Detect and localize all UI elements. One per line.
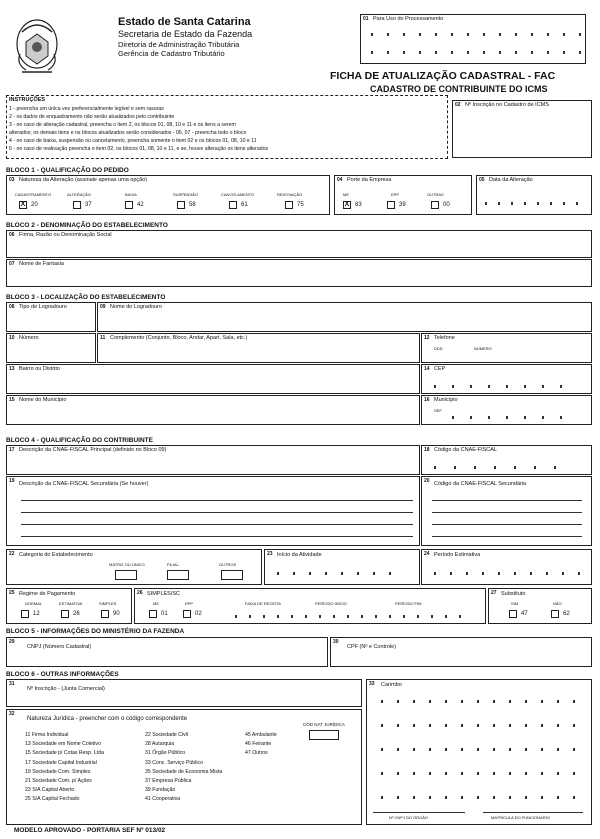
block-2-title: BLOCO 2 - DENOMINAÇÃO DO ESTABELECIMENTO xyxy=(6,222,168,229)
coat-of-arms xyxy=(12,14,62,76)
size-option-outras[interactable] xyxy=(431,201,439,209)
simples-me-box[interactable] xyxy=(149,610,157,618)
directorate-name: Diretoria de Administração Tributária xyxy=(118,40,240,49)
instructions-box xyxy=(6,95,448,159)
legal-nature-options: 11 Firma Individual 22 Sociedade Civil 45 Ambulante 13 Sociedade em Nome Coletivo 28 Autarquia 46 Feirante 15 Sociedade p/ Cotas Resp. Ltda 31 Órgão Público 47 Outros 17 Sociedade Capital Industrial 33 Conc. Serviço Público 19 Sociedade Com. Simples 35 Sociedade de Economia Mista 21 Sociedade Com. p/ Ações 37 Empresa Pública 23 S/A Capital Aberto 39 Fundação 25 S/A Capital Fechado 41 Cooperativa xyxy=(25,732,277,803)
form-subtitle: CADASTRO DE CONTRIBUINTE DO ICMS xyxy=(370,84,548,94)
field-26-simples-sc: 26 SIMPLES/SC ME EPP 01 02 FAIXA DE RECEITA PERÍODO INÍCIO PERÍODO FIM xyxy=(134,588,486,624)
field-17-cnae-description[interactable]: 17 Descrição da CNAE-FISCAL Principal (definido no Bloco 09) xyxy=(6,445,420,475)
field-10-number[interactable]: 10 Número xyxy=(6,333,96,363)
field-14-zip[interactable]: 14 CEP xyxy=(421,364,592,394)
regime-estimate-box[interactable] xyxy=(61,610,69,618)
state-name: Estado de Santa Catarina xyxy=(118,16,251,28)
simples-digit-grid xyxy=(235,615,461,618)
field-01-processing[interactable]: 01 Para Uso do Processamento xyxy=(360,14,586,64)
field-20-secondary-cnae-code[interactable]: 20 Código da CNAE-FISCAL Secundária xyxy=(421,476,592,546)
substitute-no-box[interactable] xyxy=(551,610,559,618)
instruction-line-4: alterados; os demais itens e os blocos atualizados serão considerados - 06, 07 - preencha todo o bloco xyxy=(9,130,247,136)
field-02-ie-number[interactable]: 02 Nº Inscrição no Cadastro de ICMS xyxy=(452,100,592,158)
field-23-activity-start[interactable]: 23 Início da Atividade xyxy=(264,549,420,585)
field-32-legal-nature: 32 Natureza Jurídica - preencher com o código correspondente CÓD NAT JURÍDICA 11 Firma Individual 22 Sociedade Civil 45 Ambulante 13 Sociedade em Nome Coletivo 28 Autarquia 46 Feirante 15 Sociedade p/ Cotas Resp. Ltda 31 Órgão Público 47 Outros 17 Sociedade Capital Industrial 33 Conc. Serviço Público 19 Sociedade Com. Simples 35 Sociedade de Economia Mista 21 Sociedade Com. p/ Ações 37 Empresa Pública 23 S/A Capital Aberto 39 Fundação 25 S/A Capital Fechado 41 Cooperativa xyxy=(6,709,362,825)
legal-nature-code-label: CÓD NAT JURÍDICA xyxy=(303,722,345,727)
field-05-change-date[interactable]: 05 Data da Alteração xyxy=(476,175,592,215)
start-digit-grid xyxy=(277,572,391,575)
instruction-line-1: 1 - preencha um única vez preferencialmente legível e sem rasuras xyxy=(9,106,164,112)
field-09-street-name[interactable]: 09 Nome do Logradouro xyxy=(97,302,592,332)
field-24-estimate-period[interactable]: 24 Período Estimativa xyxy=(421,549,592,585)
substitute-yes-box[interactable] xyxy=(509,610,517,618)
block-3-title: BLOCO 3 - LOCALIZAÇÃO DO ESTABELECIMENTO xyxy=(6,294,166,301)
field-12-phone[interactable]: 12 Telefone DDD NÚMERO xyxy=(421,333,592,363)
field-22-category: 22 Categoria do Estabelecimento MATRIZ OU ÚNICO FILIAL OUTROS xyxy=(6,549,262,585)
cnae-digit-grid xyxy=(434,466,556,469)
stamp-dot-grid-4 xyxy=(381,772,575,775)
processing-digit-grid xyxy=(371,33,581,36)
field-30-cpf[interactable]: 30 CPF (Nº e Controle) xyxy=(330,637,592,667)
field-18-cnae-code[interactable]: 18 Código da CNAE-FISCAL xyxy=(421,445,592,475)
nature-option-cadastramento[interactable]: X xyxy=(20,201,26,208)
block-4-title: BLOCO 4 - QUALIFICAÇÃO DO CONTRIBUINTE xyxy=(6,437,153,444)
zip-digit-grid xyxy=(434,385,562,388)
field-16-city-code[interactable]: 16 Município SEF xyxy=(421,395,592,425)
stamp-dot-grid-2 xyxy=(381,724,575,727)
instruction-line-2: 2 - os dados de enquadramento não serão atualizados pelo contribuinte xyxy=(9,114,175,120)
regime-normal-box[interactable] xyxy=(21,610,29,618)
management-name: Gerência de Cadastro Tributário xyxy=(118,49,225,58)
city-digit-grid xyxy=(452,416,562,419)
approval-footer: MODELO APROVADO - PORTARIA SEF Nº 013/02 xyxy=(14,827,166,834)
instruction-line-3: 3 - no caso de alteração cadastral, preencha o item 2, os blocos 01, 08, 10 e 11 e os itens a serem xyxy=(9,122,236,128)
field-33-stamp[interactable]: 33 Carimbo Nº CNPJ DO ÓRGÃO MATRÍCULA DO FUNCIONÁRIO xyxy=(366,679,592,825)
nature-option-reativacao[interactable] xyxy=(285,201,293,209)
nature-option-cancelamento[interactable] xyxy=(229,201,237,209)
field-07-trade-name[interactable]: 07 Nome de Fantasia xyxy=(6,259,592,287)
field-06-company-name[interactable]: 06 Firma, Razão ou Denominação Social xyxy=(6,230,592,258)
secretariat-name: Secretaria de Estado da Fazenda xyxy=(118,29,253,39)
field-19-secondary-cnae-description[interactable]: 19 Descrição da CNAE-FISCAL Secundária (Se houver) xyxy=(6,476,420,546)
instructions-title: INSTRUÇÕES xyxy=(9,97,46,103)
nature-option-alteracao[interactable] xyxy=(73,201,81,209)
block-1-title: BLOCO 1 - QUALIFICAÇÃO DO PEDIDO xyxy=(6,167,129,174)
instruction-line-6: 5 - no caso de reativação preencha o item 02, os blocos 01, 08, 10 e 11, e se, houve alteração os itens alterados xyxy=(9,146,269,152)
form-title: FICHA DE ATUALIZAÇÃO CADASTRAL - FAC xyxy=(330,70,556,82)
field-08-street-type[interactable]: 08 Tipo de Logradouro xyxy=(6,302,96,332)
simples-epp-box[interactable] xyxy=(183,610,191,618)
field-15-city-name[interactable]: 15 Nome do Município xyxy=(6,395,420,425)
coat-of-arms-icon xyxy=(12,14,62,76)
field-25-payment-regime: 25 Regime de Pagamento NORMAL ESTIMATIVA SIMPLES 12 26 90 xyxy=(6,588,132,624)
regime-simples-box[interactable] xyxy=(101,610,109,618)
field-31-registration[interactable]: 31 Nº Inscrição - (Junta Comercial) xyxy=(6,679,362,707)
field-29-cnpj[interactable]: 29 CNPJ (Número Cadastral) xyxy=(6,637,328,667)
field-11-complement[interactable]: 11 Complemento (Conjunto, Bloco, Andar, Apart. Sala, etc.) xyxy=(97,333,420,363)
field-03-nature: 03 Natureza da Alteração (assinale apenas uma opção) CADASTRAMENTO X 20 ALTERAÇÃO 37 BAIXA 42 SUSPENSÃO 58 CANCELAMENTO 61 REATIVAÇÃO 75 xyxy=(6,175,330,215)
stamp-dot-grid-1 xyxy=(381,700,575,703)
category-branch-box[interactable] xyxy=(167,570,189,580)
instruction-line-5: 4 - no caso de baixa, suspensão ou cancelamento, preencha somente o item 02 e os blocos 01, 08, 10 e 11 xyxy=(9,138,257,144)
category-matrix-box[interactable] xyxy=(115,570,137,580)
block-6-title: BLOCO 6 - OUTRAS INFORMAÇÕES xyxy=(6,671,119,678)
field-04-company-size: 04 Porte da Empresa ME X 83 EPP 39 OUTRAS 00 xyxy=(334,175,472,215)
nature-option-baixa[interactable] xyxy=(125,201,133,209)
size-option-me[interactable]: X xyxy=(344,201,350,208)
estimate-digit-grid xyxy=(434,572,580,575)
size-option-epp[interactable] xyxy=(387,201,395,209)
stamp-dot-grid-3 xyxy=(381,748,575,751)
date-digit-grid xyxy=(485,202,578,205)
nature-option-suspensao[interactable] xyxy=(177,201,185,209)
field-13-district[interactable]: 13 Bairro ou Distrito xyxy=(6,364,420,394)
stamp-dot-grid-5 xyxy=(381,796,575,799)
processing-digit-grid-2 xyxy=(371,51,581,54)
category-other-box[interactable] xyxy=(221,570,243,580)
block-5-title: BLOCO 5 - INFORMAÇÕES DO MINISTÉRIO DA FAZENDA xyxy=(6,628,185,635)
field-27-substitute: 27 Substituto SIM NÃO 47 62 xyxy=(488,588,592,624)
